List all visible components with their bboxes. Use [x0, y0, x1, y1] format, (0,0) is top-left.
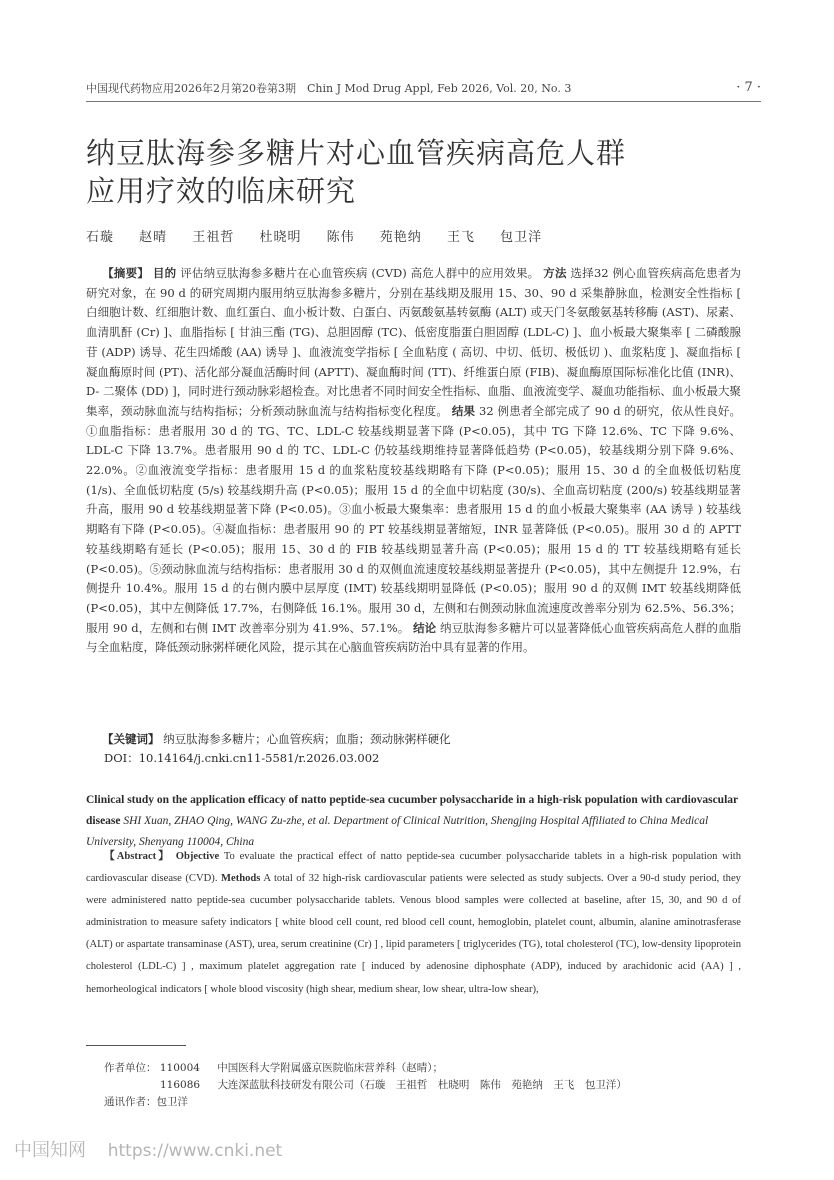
footnote [104, 1060, 627, 1111]
author: 石璇 [86, 230, 115, 245]
keywords-text: 纳豆肽海参多糖片；心血管疾病；血脂；颈动脉粥样硬化 [163, 732, 451, 746]
unit-name: 中国医科大学附属盛京医院临床营养科（赵晴）； [217, 1062, 444, 1074]
abstract-chinese [86, 264, 741, 658]
objective-label: 目的 [152, 266, 177, 280]
results-text: 32 例患者全部完成了 90 d 的研究，依从性良好。①血脂指标：患者服用 30 d 的 TG、TC、LDL-C 较基线期显著下降 (P<0.05)，其中 TG 下降 12.6%、TC 下降 9.6%、LDL-C 下降 13.7%。患者服用 90 d 的 TC、LDL-C 仍较基线期维持显著降低趋势 (P<0.05)，较基线期分别下降 9.6%、22.0%。②血液流变学指标：患者服用 15 d 的血浆粘度较基线期略有下降 (P<0.05)；服用 15、30 d 的全血极低切粘度 (1/s)、全血低切粘度 (5/s) 较基线期升高 (P<0.05)；服用 15 d 的全血中切粘度 (30/s)、全血高切粘度 (200/s) 较基线期显著升高，服用 90 d 较基线期显著下降 (P<0.05)。③血小板最大聚集率：患者服用 15 d 的血小板最大聚集率 (AA 诱导 ) 较基线期略有下降 (P<0.05)。④凝血指标：患者服用 90 的 PT 较基线期显著缩短，INR 显著降低 (P<0.05)。服用 30 d 的 APTT 较基线期略有延长 (P<0.05)；服用 15、30 d 的 FIB 较基线期显著升高 (P<0.05)；服用 15 d 的 TT 较基线期略有延长 (P<0.05)。⑤颈动脉血流与结构指标：患者服用 30 d 的双侧血流速度较基线期显著提升 (P<0.05)，其中左侧提升 12.9%，右侧提升 10.4%。服用 15 d 的右侧内膜中层厚度 (IMT) 较基线期明显降低 (P<0.05)；服用 90 d 的双侧 IMT 较基线期降低 (P<0.05)，其中左侧降低 17.7%，右侧降低 16.1%。服用 30 d，左侧和右侧颈动脉血流速度改善率分别为 62.5%、56.3%；服用 90 d，左侧和右侧 IMT 改善率分别为 41.9%、57.1%。 [86, 403, 742, 635]
en-objective-text: To evaluate the practical effect of natto peptide-sea cucumber polysaccharide tablets in a high-risk population with cardiovascular disease (CVD). [86, 851, 742, 885]
en-methods-text: A total of 32 high-risk cardiovascular patients were selected as study subjects. Over a 90-d study period, they were administered natto peptide-sea cucumber polysaccharide tablets. Venous blood samples were collected at baseline, after 15, 30, and 90 d of administration to measure safety indicators [ white blood cell count, red blood cell count, hemoglobin, platelet count, albumin, alanine aminotrasferase (ALT) or aspartate transaminase (AST), urea, serum creatinine (Cr) ] , lipid parameters [ triglycerides (TG), total cholesterol (TC), low-density lipoprotein cholesterol (LDL-C) ] , maximum platelet aggregation rate [ induced by adenosine diphosphate (ADP), induced by arachidonic acid (AA) ] , hemorheological indicators [ whole blood viscosity (high shear, medium shear, low shear, ultra-low shear), [86, 873, 741, 995]
author: 包卫洋 [500, 230, 543, 245]
corresponding-author: 通讯作者：包卫洋 [104, 1096, 188, 1108]
unit-label: 作者单位： [104, 1062, 157, 1074]
author-list [86, 226, 562, 245]
footnote-unit-1 [104, 1060, 627, 1077]
watermark-brand: 中国知网 [14, 1140, 86, 1161]
keywords [86, 730, 741, 749]
english-authors-affiliation: SHI Xuan, ZHAO Qing, WANG Zu-zhe, et al. Department of Clinical Nutrition, Shengjing Hospital Affiliated to China Medical University, Shenyang 110004, China [86, 815, 709, 848]
methods-label: 方法 [543, 266, 567, 280]
running-header [86, 80, 761, 96]
conclusion-label: 结论 [413, 620, 437, 635]
author: 杜晓明 [259, 230, 302, 245]
article-title [86, 134, 706, 210]
title-line-2: 应用疗效的临床研究 [86, 174, 357, 208]
page-number: · 7 · [736, 80, 761, 95]
keywords-label: 【关键词】 [102, 732, 160, 746]
journal-info: 中国现代药物应用2026年2月第20卷第3期 Chin J Mod Drug Appl, Feb 2026, Vol. 20, No. 3 [86, 82, 572, 95]
footnote-unit-2 [104, 1077, 627, 1094]
en-objective-label: Objective [175, 851, 220, 862]
cnki-watermark [14, 1136, 282, 1162]
author: 王飞 [446, 230, 475, 245]
doi: DOI：10.14164/j.cnki.cn11-5581/r.2026.03.002 [104, 751, 380, 765]
abstract-label: 【摘要】 [102, 266, 150, 280]
abstract-english [86, 846, 741, 1001]
header-rule [86, 101, 761, 102]
author: 赵晴 [139, 230, 168, 245]
watermark-url: https://www.cnki.net [107, 1141, 283, 1161]
author: 王祖哲 [192, 230, 235, 245]
author: 苑艳纳 [379, 230, 422, 245]
conclusion-text: 纳豆肽海参多糖片可以显著降低心血管疾病高危人群的血脂与全血粘度，降低颈动脉粥样硬化风险，提示其在心脑血管疾病防治中具有显著的作用。 [86, 620, 742, 655]
en-abstract-label: 【Abstract】 [102, 851, 171, 862]
methods-text: 选择32 例心血管疾病高危患者为研究对象，在 90 d 的研究周期内服用纳豆肽海参多糖片，分别在基线期及服用 15、30、90 d 采集静脉血，检测安全性指标 [ 白细胞计数、红细胞计数、血红蛋白、血小板计数、白蛋白、丙氨酸氨基转氨酶 (ALT) 或天门冬氨酸氨基转移酶 (AST)、尿素、血清肌酐 (Cr) ]、血脂指标 [ 甘油三酯 (TG)、总胆固醇 (TC)、低密度脂蛋白胆固醇 (LDL-C) ]、血小板最大聚集率 [ 二磷酸腺苷 (ADP) 诱导、花生四烯酸 (AA) 诱导 ]、血液流变学指标 [ 全血粘度 ( 高切、中切、低切、极低切 )、血浆粘度 ]、凝血指标 [ 凝血酶原时间 (PT)、活化部分凝血活酶时间 (APTT)、凝血酶时间 (TT)、纤维蛋白原 (FIB)、凝血酶原国际标准化比值 (INR)、D- 二聚体 (DD) ]，同时进行颈动脉彩超检查。对比患者不同时间安全性指标、血脂、血液流变学、凝血功能指标、血小板最大聚集率，颈动脉血流与结构指标；分析颈动脉血流与结构指标变化程度。 [86, 266, 742, 418]
title-line-1: 纳豆肽海参多糖片对心血管疾病高危人群 [86, 136, 627, 170]
footnote-rule [86, 1045, 186, 1046]
english-title: Clinical study on the application efficacy of natto peptide-sea cucumber polysaccharide in a high-risk population with cardiovascular disease [86, 794, 738, 827]
english-title-block [86, 790, 746, 853]
unit-code: 116086 [160, 1079, 201, 1091]
objective-text: 评估纳豆肽海参多糖片在心血管疾病 (CVD) 高危人群中的应用效果。 [180, 266, 540, 280]
unit-code: 110004 [159, 1062, 200, 1074]
en-methods-label: Methods [221, 873, 261, 885]
unit-name: 大连深蓝肽科技研发有限公司（石璇 王祖哲 杜晓明 陈伟 苑艳纳 王飞 包卫洋） [217, 1079, 627, 1091]
author: 陈伟 [326, 230, 355, 245]
results-label: 结果 [451, 403, 476, 418]
